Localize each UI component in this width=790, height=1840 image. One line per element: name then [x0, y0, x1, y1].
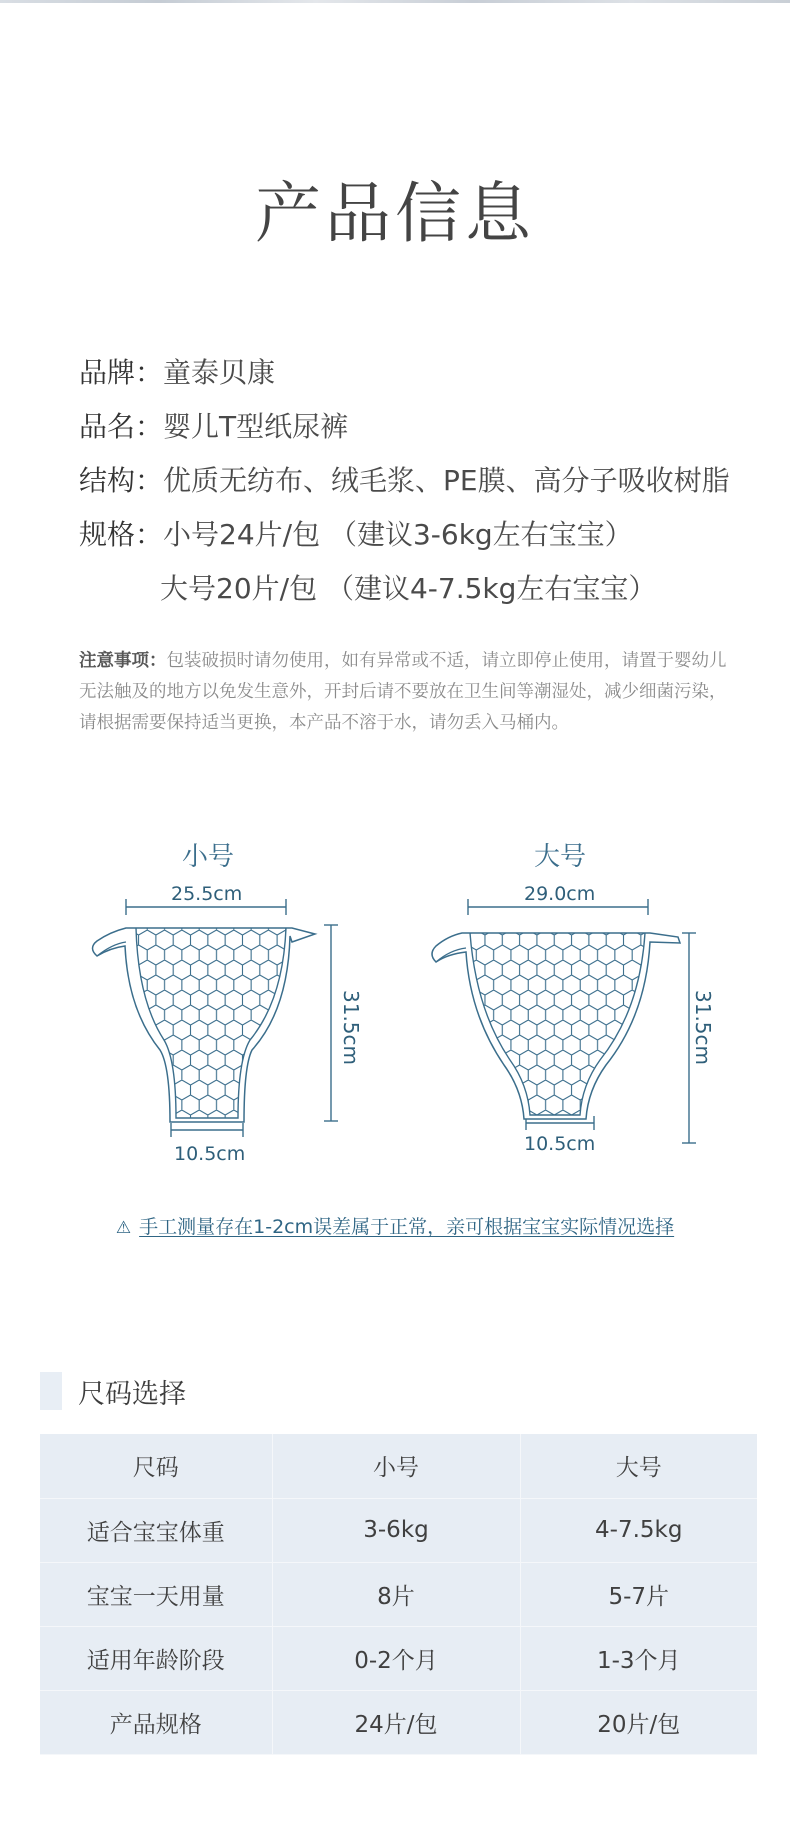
- diagram-small-label: 小号: [181, 842, 234, 872]
- size-diagram: [0, 880, 790, 1180]
- structure-key: 结构：: [79, 464, 164, 497]
- name-value: 婴儿T型纸尿裤: [163, 410, 349, 443]
- measure-note: [0, 1212, 790, 1239]
- table-row: [40, 1690, 757, 1754]
- table-cell: 4-7.5kg: [520, 1498, 757, 1562]
- table-cell: 24片/包: [272, 1690, 520, 1754]
- table-header-row: [40, 1434, 757, 1498]
- notice-paragraph: [79, 646, 729, 739]
- brand-value: 童泰贝康: [163, 356, 276, 389]
- info-spec-cont: [79, 560, 769, 614]
- table-row: [40, 1562, 757, 1626]
- notice-text: 包装破损时请勿使用，如有异常或不适，请立即停止使用，请置于婴幼儿无法触及的地方以免发生意外，开封后请不要放在卫生间等潮湿处，减少细菌污染，请根据需要保持适当更换，本产品不溶于水，请勿丢入马桶内。: [79, 651, 727, 733]
- table-cell: 0-2个月: [272, 1626, 520, 1690]
- table-cell: 宝宝一天用量: [40, 1562, 272, 1626]
- table-header-cell: 小号: [272, 1434, 520, 1498]
- table-cell: 3-6kg: [272, 1498, 520, 1562]
- measure-note-text: 手工测量存在1-2cm误差属于正常，亲可根据宝宝实际情况选择: [139, 1216, 675, 1238]
- page-title: 产品信息: [255, 175, 535, 252]
- structure-value: 优质无纺布、绒毛浆、PE膜、高分子吸收树脂: [163, 464, 730, 497]
- section-marker: [40, 1372, 62, 1410]
- table-cell: 适合宝宝体重: [40, 1498, 272, 1562]
- spec-value-large: 大号20片/包 （建议4-7.5kg左右宝宝）: [160, 572, 657, 605]
- large-top-width: 29.0cm: [524, 883, 596, 905]
- table-header-cell: 大号: [520, 1434, 757, 1498]
- size-table: [40, 1434, 757, 1755]
- spec-value-small: 小号24片/包 （建议3-6kg左右宝宝）: [163, 518, 633, 551]
- table-cell: 5-7片: [520, 1562, 757, 1626]
- warning-icon: ⚠: [115, 1218, 132, 1238]
- table-cell: 产品规格: [40, 1690, 272, 1754]
- small-height: 31.5cm: [339, 990, 363, 1066]
- notice-label: 注意事项：: [79, 651, 167, 671]
- top-decor-strip: [0, 0, 790, 3]
- info-structure: [79, 452, 769, 506]
- table-row: [40, 1626, 757, 1690]
- info-spec: [79, 506, 769, 560]
- small-bottom-width: 10.5cm: [174, 1143, 246, 1165]
- table-cell: 8片: [272, 1562, 520, 1626]
- large-diaper-shape: [432, 933, 680, 1119]
- table-cell: 20片/包: [520, 1690, 757, 1754]
- table-cell: 1-3个月: [520, 1626, 757, 1690]
- name-key: 品名：: [79, 410, 164, 443]
- small-diaper-shape: [93, 928, 316, 1123]
- table-cell: 适用年龄阶段: [40, 1626, 272, 1690]
- brand-key: 品牌：: [79, 356, 164, 389]
- section-title: 尺码选择: [78, 1378, 186, 1410]
- section-size-choice: [40, 1372, 186, 1410]
- spec-key: 规格：: [79, 518, 164, 551]
- info-brand: [79, 344, 769, 398]
- diagram-large-label: 大号: [533, 842, 586, 872]
- large-bottom-width: 10.5cm: [524, 1133, 596, 1155]
- table-header-cell: 尺码: [40, 1434, 272, 1498]
- info-name: [79, 398, 769, 452]
- product-info: [79, 344, 769, 614]
- large-height: 31.5cm: [691, 990, 715, 1066]
- table-row: [40, 1498, 757, 1562]
- small-top-width: 25.5cm: [171, 883, 243, 905]
